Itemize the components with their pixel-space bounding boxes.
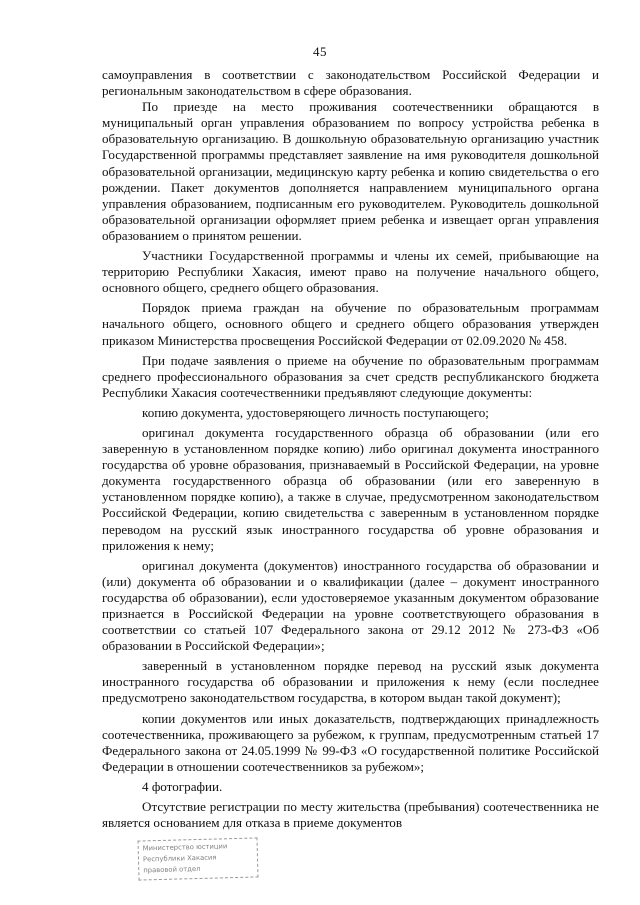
paragraph: самоуправления в соответствии с законодательством Российской Федерации и региональным законодательством в сфере образования. [102,67,599,99]
list-item: 4 фотографии. [142,778,223,794]
paragraph: При подаче заявления о приеме на обучение по образовательным программам среднего профессионального образования за счет средств республиканского бюджета Республики Хакасия соотечественники предъявляют следующие документы: [102,352,599,400]
paragraph: Участники Государственной программы и члены их семей, прибывающие на территорию Республики Хакасия, имеют право на получение начального общего, основного общего, среднего общего образования. [102,248,599,296]
paragraph: По приезде на место проживания соотечественники обращаются в муниципальный орган управления образованием по вопросу устройства ребенка в образовательную организацию. В дошкольную образовательную организацию участник Государственной программы представляет заявление на имя руководителя дошкольной образовательной организации, медицинскую карту ребенка и копию свидетельства о его рождении. Пакет документов дополняется направлением муниципального органа управления образованием, подписанным его руководителем. Руководитель дошкольной образовательной организации оформляет прием ребенка и извещает орган управления образованием о принятом решении. [102,99,599,243]
paragraph: Порядок приема граждан на обучение по образовательным программам начального общего, основного общего и среднего общего образования утвержден приказом Министерства просвещения Российской Федерации от 02.09.2020 № 458. [102,300,599,348]
list-item: копию документа, удостоверяющего личность поступающего; [142,404,489,420]
list-item: оригинал документа (документов) иностранного государства об образовании и (или) документа об образовании и о квалификации (далее – документ иностранного государства об образовании), если удостоверяемое указанным документом образование признается в Российской Федерации на уровне соответствующего образования в соответствии со статьей 107 Федерального закона от 29.12 2012 № 273-ФЗ «Об образовании в Российской Федерации»; [102,557,599,654]
document-body [102,67,599,831]
list-item: копии документов или иных доказательств, подтверждающих принадлежность соотечественника, проживающего за рубежом, к группам, предусмотренным статьей 17 Федерального закона от 24.05.1999 № 99-ФЗ «О государственной политике Российской Федерации в отношении соотечественников за рубежом»; [102,710,599,774]
stamp-line: Республики Хакасия [142,853,217,864]
list-item: заверенный в установленном порядке перевод на русский язык документа иностранного государства об образовании и приложения к нему (если последнее предусмотрено законодательством государства, в котором выдан такой документ); [102,658,599,706]
stamp-line: Министерство юстиции [142,842,228,853]
stamp-line: правовой отдел [143,864,201,875]
list-item: оригинал документа государственного образца об образовании (или его заверенную в установленном порядке копию) либо оригинал документа иностранного государства об уровне образования, признаваемый в Российской Федерации, на уровне документа государственного образца об образовании (или его заверенную в установленном порядке копию), а также в случае, предусмотренном законодательством Российской Федерации, копию свидетельства с заверенным в установленном порядке переводом на русский язык иностранного государства об уровне образования и приложения к нему; [102,424,599,553]
page-number: 45 [313,44,327,59]
paragraph: Отсутствие регистрации по месту жительства (пребывания) соотечественника не является основанием для отказа в приеме документов [102,799,599,831]
registration-stamp [137,837,258,880]
